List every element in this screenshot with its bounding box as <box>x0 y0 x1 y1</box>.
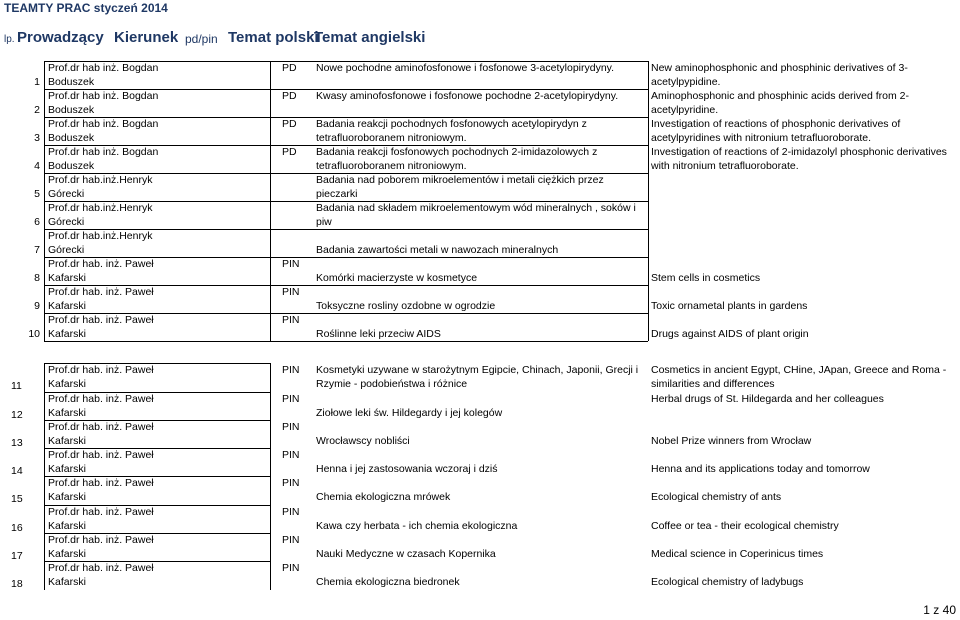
header-temat-angielski: Temat angielski <box>314 29 426 46</box>
temat-polski-cell: Badania nad poborem mikroelementów i metali ciężkich przez pieczarki <box>316 174 604 200</box>
prowadzacy-line-1: Prof.dr hab inż. Bogdan <box>48 118 159 130</box>
row-number: 8 <box>34 272 40 284</box>
pdpin-value: PD <box>282 62 297 74</box>
temat-angielski-cell: Drugs against AIDS of plant origin <box>651 328 809 340</box>
prowadzacy-line-2: Kafarski <box>48 548 86 560</box>
row-number: 4 <box>34 160 40 172</box>
row-number: 1 <box>34 76 40 88</box>
table-row <box>0 173 960 201</box>
temat-polski-cell: Nowe pochodne aminofosfonowe i fosfonowe 3-acetylopirydyny. <box>316 62 615 74</box>
pdpin-value: PIN <box>282 364 300 376</box>
table-row <box>0 229 960 257</box>
pdpin-value: PIN <box>282 534 300 546</box>
pdpin-value: PIN <box>282 421 300 433</box>
pdpin-value: PIN <box>282 258 300 270</box>
prowadzacy-line-2: Kafarski <box>48 407 86 419</box>
pdpin-value: PIN <box>282 506 300 518</box>
temat-angielski-cell: Medical science in Coperinicus times <box>651 548 824 560</box>
prowadzacy-line-1: Prof.dr hab. inż. Paweł <box>48 314 154 326</box>
prowadzacy-line-1: Prof.dr hab.inż.Henryk <box>48 202 153 214</box>
prowadzacy-line-2: Kafarski <box>48 520 86 532</box>
prowadzacy-line-2: Kafarski <box>48 463 86 475</box>
prowadzacy-line-2: Kafarski <box>48 378 86 390</box>
table-row <box>0 505 960 533</box>
temat-polski-cell: Roślinne leki przeciw AIDS <box>316 328 441 340</box>
prowadzacy-line-1: Prof.dr hab. inż. Paweł <box>48 477 154 489</box>
row-number: 13 <box>11 437 23 449</box>
prowadzacy-line-2: Kafarski <box>48 435 86 447</box>
prowadzacy-line-1: Prof.dr hab. inż. Paweł <box>48 562 154 574</box>
temat-polski-cell: Kwasy aminofosfonowe i fosfonowe pochodne 2-acetylopirydyny. <box>316 90 619 102</box>
pdpin-value: PD <box>282 118 297 130</box>
prowadzacy-line-1: Prof.dr hab. inż. Paweł <box>48 421 154 433</box>
row-number: 3 <box>34 132 40 144</box>
temat-polski-cell: Wrocławscy nobliści <box>316 435 410 447</box>
row-number: 16 <box>11 522 23 534</box>
prowadzacy-line-2: Kafarski <box>48 576 86 588</box>
header-pdpin: pd/pin <box>185 32 218 46</box>
temat-angielski-cell: Investigation of reactions of phosphonic derivatives of acetylpyridines with nitronium tetrafluoroborate. <box>651 118 901 144</box>
pdpin-value: PIN <box>282 286 300 298</box>
temat-polski-cell: Chemia ekologiczna biedronek <box>316 576 460 588</box>
temat-polski-cell: Badania zawartości metali w nawozach mineralnych <box>316 244 559 256</box>
pdpin-value: PIN <box>282 562 300 574</box>
temat-angielski-cell: Henna and its applications today and tomorrow <box>651 463 870 475</box>
header-lp: lp. <box>4 34 15 45</box>
row-number: 11 <box>11 380 22 392</box>
prowadzacy-line-2: Górecki <box>48 244 85 256</box>
grid-line <box>44 341 648 342</box>
pdpin-value: PD <box>282 146 297 158</box>
prowadzacy-line-2: Górecki <box>48 216 85 228</box>
table-row <box>0 448 960 476</box>
prowadzacy-line-2: Boduszek <box>48 104 95 116</box>
prowadzacy-line-1: Prof.dr hab. inż. Paweł <box>48 449 154 461</box>
row-number: 6 <box>34 216 40 228</box>
table-row <box>0 145 960 173</box>
temat-polski-cell: Nauki Medyczne w czasach Kopernika <box>316 548 496 560</box>
prowadzacy-line-1: Prof.dr hab. inż. Paweł <box>48 258 154 270</box>
prowadzacy-line-1: Prof.dr hab. inż. Paweł <box>48 534 154 546</box>
temat-angielski-cell: Herbal drugs of St. Hildegarda and her colleagues <box>651 393 884 405</box>
document-title: TEAMTY PRAC styczeń 2014 <box>4 1 168 15</box>
pdpin-value: PIN <box>282 477 300 489</box>
header-kierunek: Kierunek <box>114 29 179 46</box>
temat-angielski-cell: Ecological chemistry of ants <box>651 491 782 503</box>
table-row <box>0 533 960 561</box>
table-row <box>0 392 960 420</box>
row-number: 5 <box>34 188 40 200</box>
row-number: 14 <box>11 465 23 477</box>
prowadzacy-line-1: Prof.dr hab inż. Bogdan <box>48 62 159 74</box>
prowadzacy-line-2: Kafarski <box>48 491 86 503</box>
pdpin-value: PD <box>282 90 297 102</box>
temat-polski-cell: Toksyczne rosliny ozdobne w ogrodzie <box>316 300 496 312</box>
table-row <box>0 420 960 448</box>
prowadzacy-line-1: Prof.dr hab. inż. Paweł <box>48 393 154 405</box>
temat-polski-cell: Badania reakcji fosfonowych pochodnych 2-imidazolowych z tetrafluoroboranem nitroniowym. <box>316 146 598 172</box>
temat-angielski-cell: Toxic ornametal plants in gardens <box>651 300 808 312</box>
table-row <box>0 561 960 589</box>
row-number: 15 <box>11 493 23 505</box>
table-row <box>0 61 960 89</box>
prowadzacy-line-1: Prof.dr hab. inż. Paweł <box>48 286 154 298</box>
header-temat-polski: Temat polski <box>228 29 319 46</box>
table-row <box>0 89 960 117</box>
row-number: 12 <box>11 409 23 421</box>
prowadzacy-line-1: Prof.dr hab. inż. Paweł <box>48 506 154 518</box>
temat-polski-cell: Ziołowe leki św. Hildegardy i jej kolegów <box>316 407 503 419</box>
temat-angielski-cell: Investigation of reactions of 2-imidazolyl phosphonic derivatives with nitronium tetrafluoroborate. <box>651 146 947 172</box>
prowadzacy-line-2: Kafarski <box>48 300 86 312</box>
row-number: 2 <box>34 104 40 116</box>
row-number: 18 <box>11 578 23 590</box>
prowadzacy-line-1: Prof.dr hab. inż. Paweł <box>48 364 154 376</box>
pdpin-value: PIN <box>282 314 300 326</box>
table-row <box>0 117 960 145</box>
temat-angielski-cell: Aminophosphonic and phosphinic acids derived from 2-acetylpyridine. <box>651 90 909 116</box>
prowadzacy-line-2: Boduszek <box>48 76 95 88</box>
temat-polski-cell: Kawa czy herbata - ich chemia ekologiczna <box>316 520 518 532</box>
table-row <box>0 476 960 504</box>
row-number: 10 <box>28 328 40 340</box>
temat-polski-cell: Badania nad składem mikroelementowym wód mineralnych , soków i piw <box>316 202 636 228</box>
temat-angielski-cell: Stem cells in cosmetics <box>651 272 761 284</box>
temat-polski-cell: Kosmetyki uzywane w starożytnym Egipcie, Chinach, Japonii, Grecji i Rzymie - podobieństwa i różnice <box>316 364 639 390</box>
table-row <box>0 257 960 285</box>
temat-angielski-cell: Nobel Prize winners from Wrocław <box>651 435 812 447</box>
page-indicator: 1 z 40 <box>923 603 956 617</box>
row-number: 17 <box>11 550 23 562</box>
prowadzacy-line-1: Prof.dr hab.inż.Henryk <box>48 230 153 242</box>
header-prowadzacy: Prowadzący <box>17 29 104 46</box>
prowadzacy-line-2: Boduszek <box>48 132 95 144</box>
table-row <box>0 363 960 391</box>
pdpin-value: PIN <box>282 393 300 405</box>
temat-polski-cell: Komórki macierzyste w kosmetyce <box>316 272 478 284</box>
table-row <box>0 201 960 229</box>
prowadzacy-line-2: Boduszek <box>48 160 95 172</box>
prowadzacy-line-1: Prof.dr hab inż. Bogdan <box>48 90 159 102</box>
prowadzacy-line-1: Prof.dr hab inż. Bogdan <box>48 146 159 158</box>
temat-polski-cell: Chemia ekologiczna mrówek <box>316 491 451 503</box>
prowadzacy-line-1: Prof.dr hab.inż.Henryk <box>48 174 153 186</box>
temat-polski-cell: Badania reakcji pochodnych fosfonowych acetylopirydyn z tetrafluoroboranem nitroniowym. <box>316 118 587 144</box>
temat-angielski-cell: Coffee or tea - their ecological chemistry <box>651 520 839 532</box>
table-row <box>0 285 960 313</box>
row-number: 9 <box>34 300 40 312</box>
prowadzacy-line-2: Kafarski <box>48 272 86 284</box>
prowadzacy-line-2: Kafarski <box>48 328 86 340</box>
temat-angielski-cell: New aminophosphonic and phosphinic derivatives of 3-acetylpypidine. <box>651 62 908 88</box>
temat-angielski-cell: Cosmetics in ancient Egypt, CHine, JApan, Greece and Roma - similarities and differences <box>651 364 947 390</box>
table-row <box>0 313 960 341</box>
pdpin-value: PIN <box>282 449 300 461</box>
temat-angielski-cell: Ecological chemistry of ladybugs <box>651 576 804 588</box>
row-number: 7 <box>34 244 40 256</box>
prowadzacy-line-2: Górecki <box>48 188 85 200</box>
temat-polski-cell: Henna i jej zastosowania wczoraj i dziś <box>316 463 498 475</box>
